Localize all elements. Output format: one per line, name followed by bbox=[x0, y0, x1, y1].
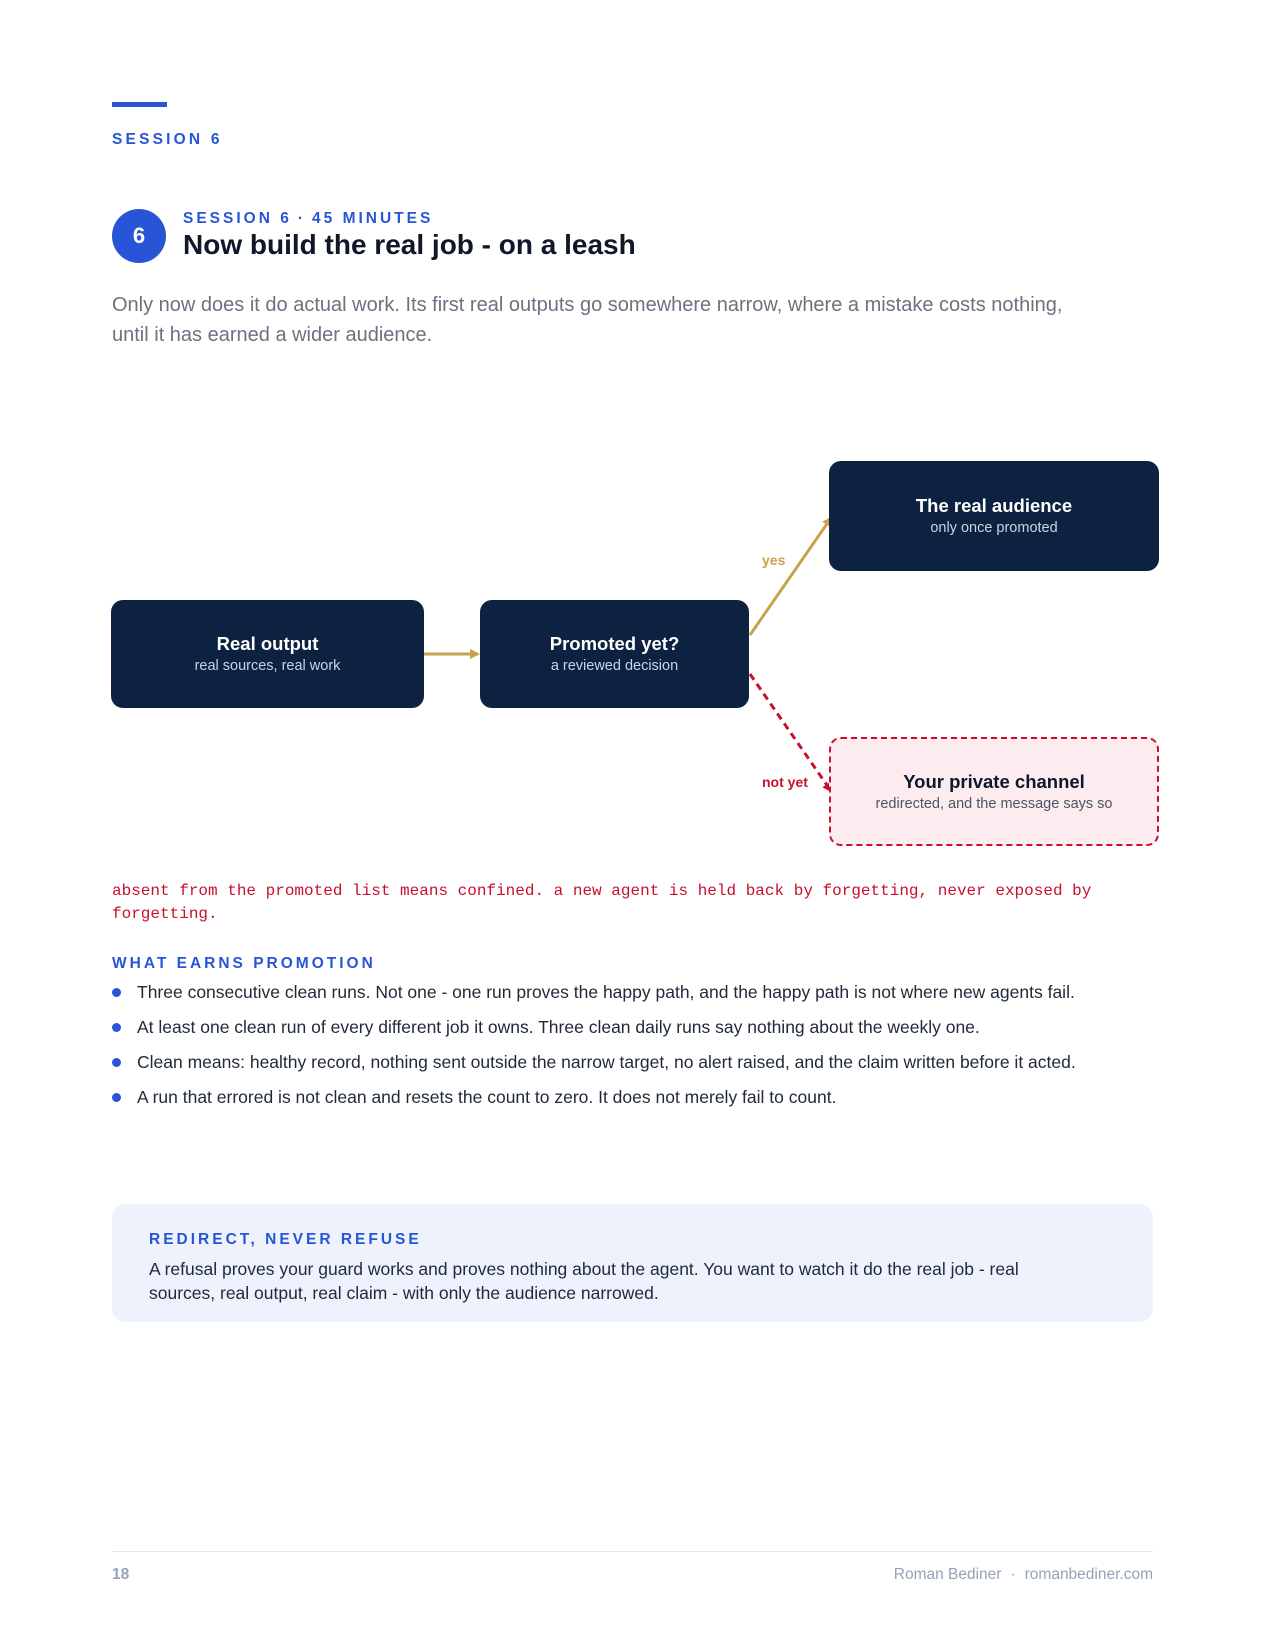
kicker-session: SESSION 6 bbox=[183, 210, 292, 227]
bullet-dot bbox=[112, 1023, 121, 1032]
edge-yes-arrow bbox=[750, 518, 831, 635]
callout-body: A refusal proves your guard works and proves nothing about the agent. You want to watch it do the real job - real sources, real output, real claim - with only the audience narrowed. bbox=[149, 1259, 1019, 1303]
node-private-channel-subtitle: redirected, and the message says so bbox=[875, 795, 1113, 812]
edge-label-yes: yes bbox=[762, 552, 786, 568]
page-title: Now build the real job - on a leash bbox=[183, 229, 636, 260]
footer-credit bbox=[894, 1566, 1153, 1584]
list-item bbox=[112, 1085, 1102, 1109]
promotion-criteria-list bbox=[112, 980, 1102, 1120]
node-real-audience-subtitle: only once promoted bbox=[930, 520, 1058, 536]
node-private-channel-title: Your private channel bbox=[903, 770, 1085, 792]
callout-box bbox=[112, 1204, 1153, 1322]
callout-title: REDIRECT, NEVER REFUSE bbox=[149, 1231, 422, 1248]
edge-label-not-yet: not yet bbox=[762, 774, 808, 790]
footer-separator: · bbox=[1010, 1566, 1016, 1583]
node-private-channel bbox=[829, 737, 1159, 846]
promotion-heading: WHAT EARNS PROMOTION bbox=[112, 955, 376, 972]
list-item-text: At least one clean run of every different job it owns. Three clean daily runs say nothing about the weekly one. bbox=[137, 1017, 980, 1037]
bullet-dot bbox=[112, 1093, 121, 1102]
confinement-note: absent from the promoted list means confined. a new agent is held back by forgetting, never exposed by forgetting. bbox=[112, 882, 1092, 923]
intro-paragraph: Only now does it do actual work. Its first real outputs go somewhere narrow, where a mistake costs nothing, until it has earned a wider audience. bbox=[112, 294, 1063, 346]
node-real-output bbox=[111, 600, 424, 708]
node-promoted-title: Promoted yet? bbox=[549, 633, 680, 654]
footer-divider bbox=[112, 1551, 1153, 1552]
node-promoted-subtitle: a reviewed decision bbox=[550, 658, 679, 674]
footer-site-link[interactable]: romanbediner.com bbox=[1024, 1566, 1153, 1583]
node-real-audience-title: The real audience bbox=[915, 495, 1073, 516]
list-item bbox=[112, 1015, 1102, 1039]
bullet-dot bbox=[112, 988, 121, 997]
kicker-separator: · bbox=[297, 210, 307, 227]
list-item-text: A run that errored is not clean and resets the count to zero. It does not merely fail to count. bbox=[137, 1087, 837, 1107]
node-promoted-yet bbox=[480, 600, 749, 708]
list-item-text: Three consecutive clean runs. Not one - one run proves the happy path, and the happy path is not where new agents fail. bbox=[137, 982, 1075, 1002]
list-item bbox=[112, 1050, 1102, 1074]
session-number-badge: 6 bbox=[112, 209, 166, 263]
footer-author: Roman Bediner bbox=[893, 1566, 1002, 1583]
node-real-output-title: Real output bbox=[216, 633, 319, 654]
list-item bbox=[112, 980, 1102, 1004]
bullet-dot bbox=[112, 1058, 121, 1067]
section-label: SESSION 6 bbox=[112, 131, 223, 148]
node-real-output-subtitle: real sources, real work bbox=[194, 658, 341, 674]
page-number: 18 bbox=[112, 1566, 130, 1583]
kicker-duration: 45 MINUTES bbox=[312, 210, 434, 227]
node-real-audience bbox=[829, 461, 1159, 571]
list-item-text: Clean means: healthy record, nothing sent outside the narrow target, no alert raised, and the claim written before it acted. bbox=[137, 1052, 1076, 1072]
